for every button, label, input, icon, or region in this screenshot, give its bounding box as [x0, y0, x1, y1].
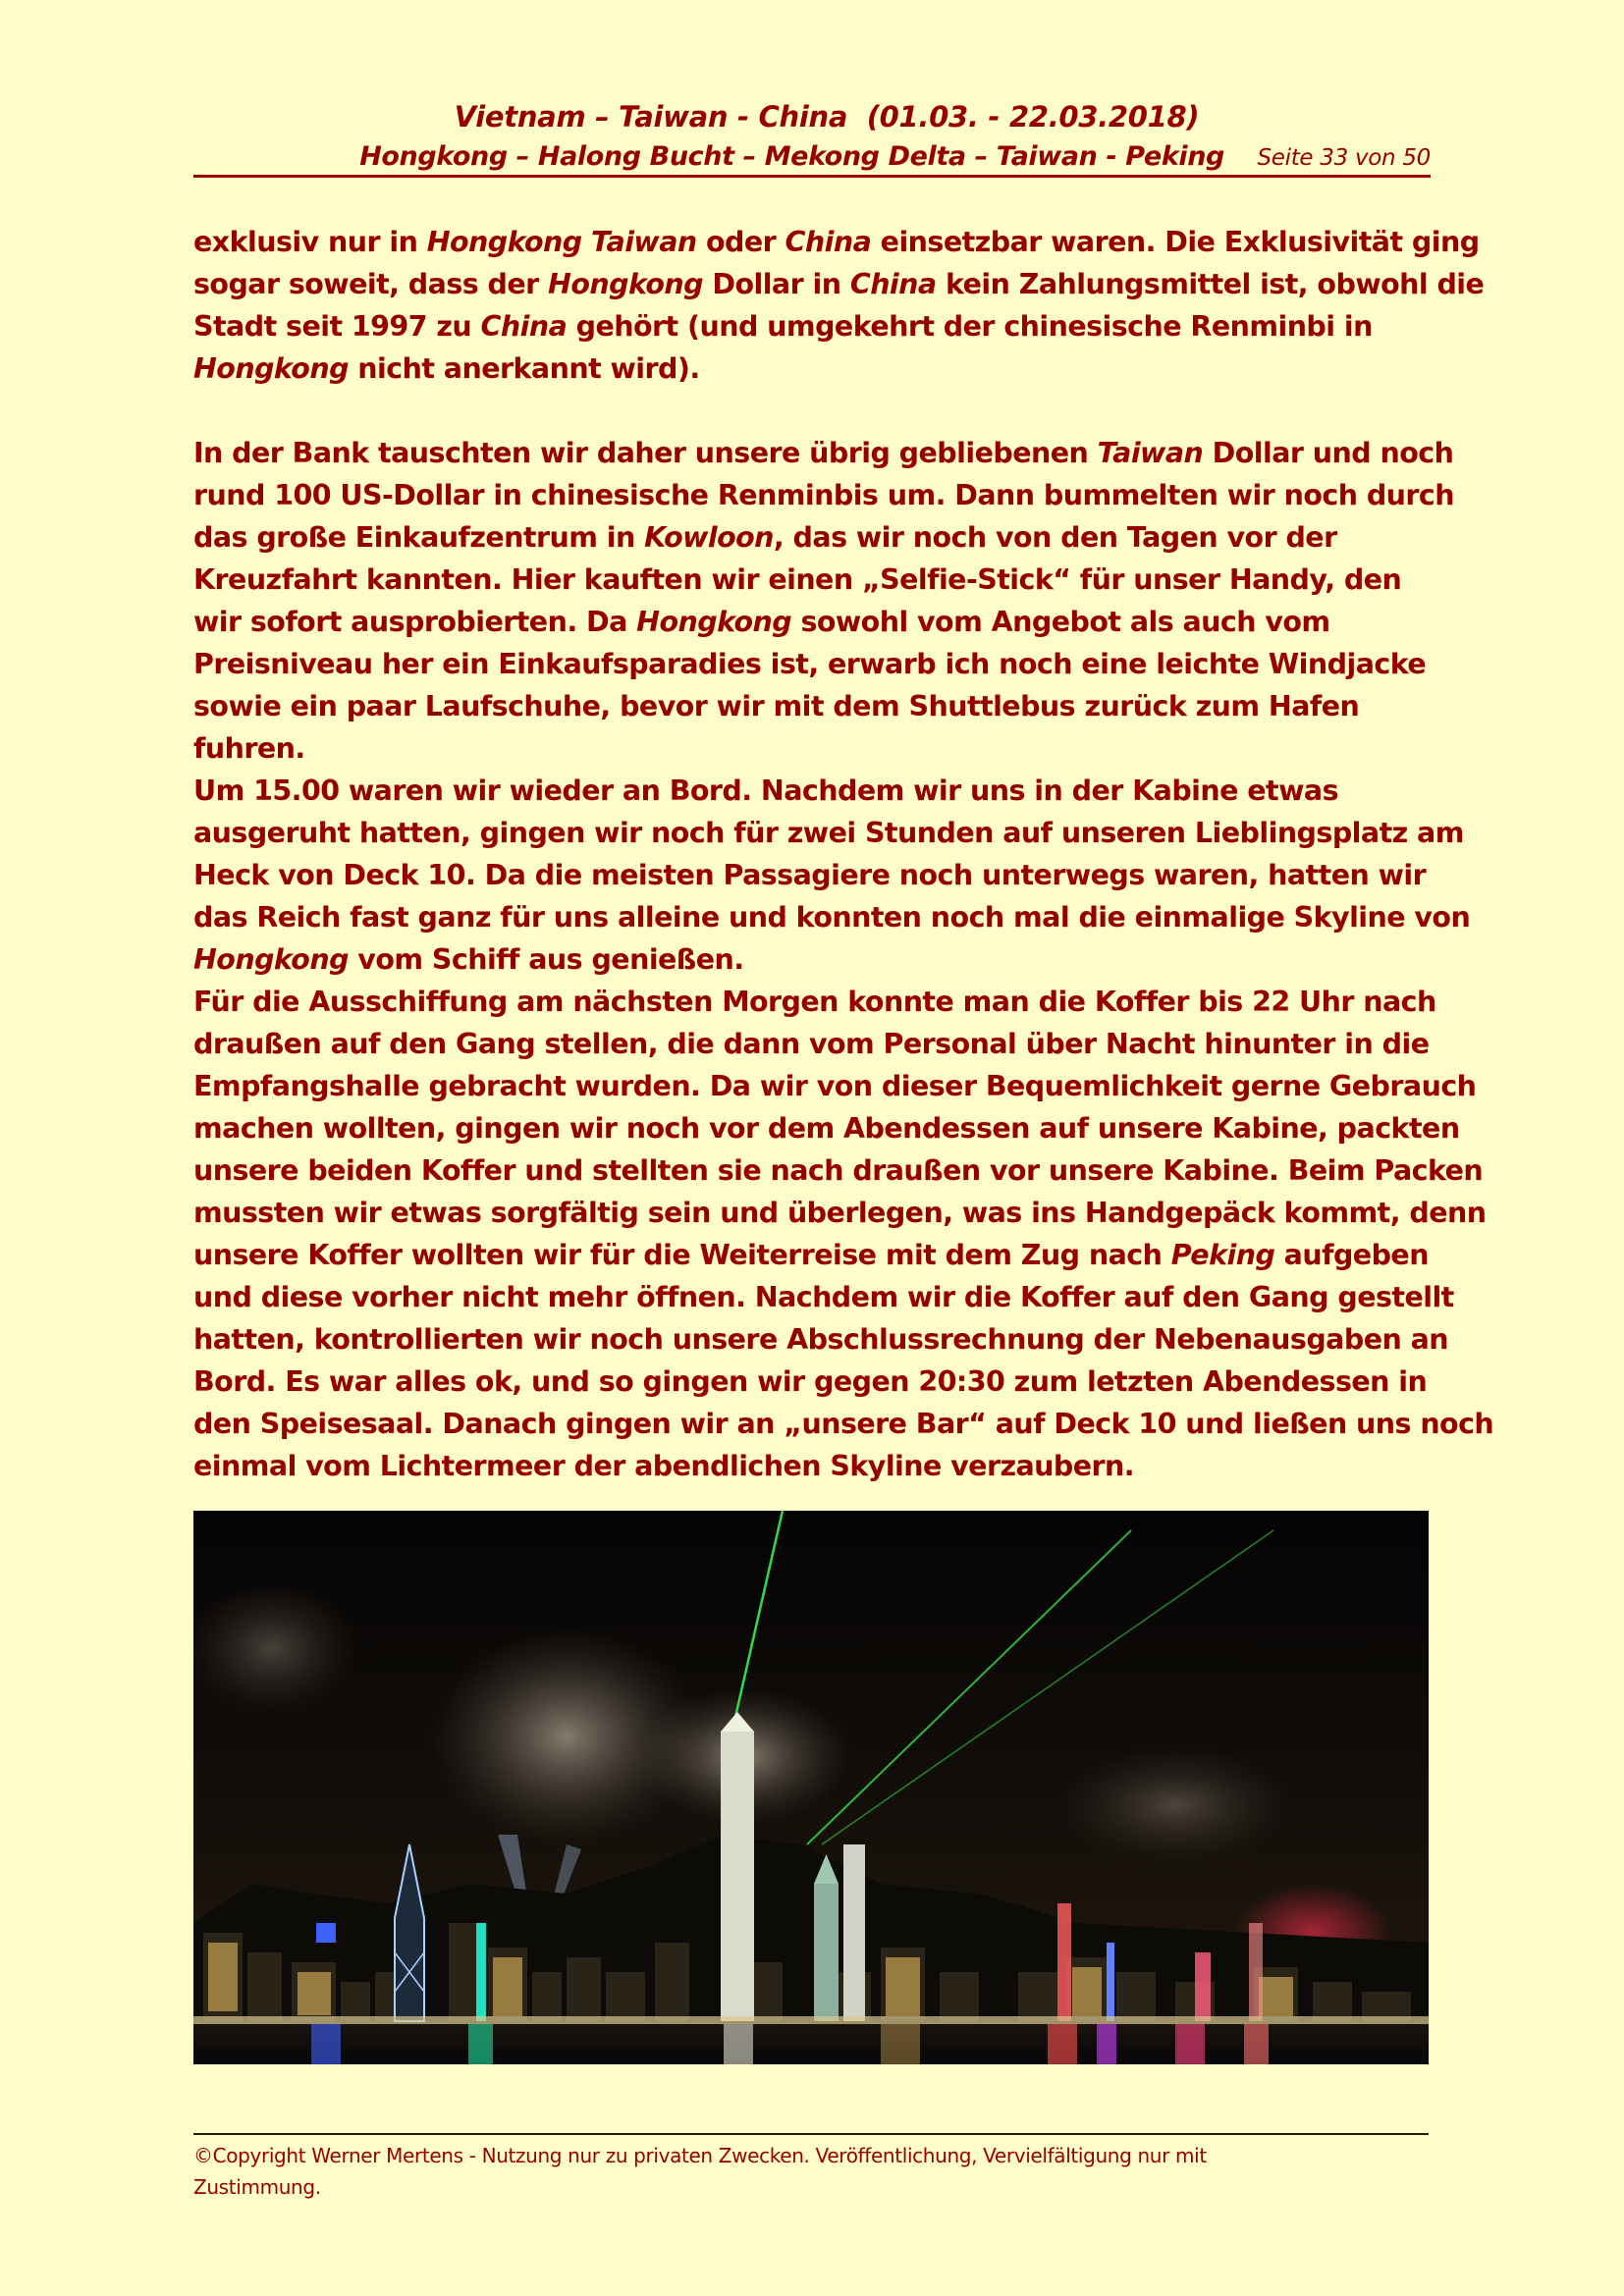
- place-name: China: [849, 268, 937, 300]
- page-header: [193, 98, 1431, 178]
- text-run: gehört (und umgekehrt der chinesische Renminbi in: [567, 310, 1373, 343]
- text-line: [193, 601, 1440, 643]
- page-footer: [193, 2140, 1429, 2203]
- footer-divider: [193, 2133, 1429, 2135]
- text-line: [193, 1149, 1484, 1192]
- body-text: [193, 221, 1494, 1487]
- place-name: Taiwan: [1097, 437, 1204, 469]
- text-line: [193, 854, 1440, 896]
- text-run: unsere beiden Koffer und stellten sie nach draußen vor unsere Kabine. Beim Packen: [193, 1154, 1484, 1187]
- text-run: fuhren.: [193, 732, 305, 765]
- text-run: Stadt seit 1997 zu: [193, 310, 481, 343]
- text-line: [193, 643, 1440, 685]
- text-line: [193, 221, 1480, 263]
- text-run: Für die Ausschiffung am nächsten Morgen konnte man die Koffer bis 22 Uhr nach: [193, 986, 1436, 1018]
- text-line: [193, 474, 1455, 516]
- text-run: In der Bank tauschten wir daher unsere übrig gebliebenen: [193, 437, 1098, 469]
- text-run: Dollar in: [702, 268, 850, 300]
- text-run: Preisniveau her ein Einkaufsparadies ist, erwarb ich noch eine leichte Windjacke: [193, 648, 1427, 680]
- place-name: Peking: [1170, 1239, 1275, 1271]
- text-line: [193, 981, 1440, 1023]
- text-run: das Reich fast ganz für uns alleine und konnten noch mal die einmalige Skyline von: [193, 901, 1471, 934]
- place-name: Hongkong: [193, 943, 349, 976]
- document-title: Vietnam – Taiwan - China (01.03. - 22.03.2018): [454, 100, 1200, 133]
- text-line: [193, 1445, 1440, 1487]
- text-run: mussten wir etwas sorgfältig sein und überlegen, was ins Handgepäck kommt, denn: [193, 1197, 1487, 1229]
- text-line: [193, 263, 1485, 305]
- text-run: ausgeruht hatten, gingen wir noch für zwei Stunden auf unseren Lieblingsplatz am: [193, 817, 1464, 849]
- place-name: Hongkong: [193, 352, 349, 385]
- text-line: [193, 896, 1471, 938]
- header-subtitle-row: [193, 135, 1431, 178]
- copyright-notice: ©Copyright Werner Mertens - Nutzung nur zu privaten Zwecken. Veröffentlichung, Vervielfältigung nur mit: [193, 2144, 1207, 2167]
- text-line: [193, 1023, 1440, 1065]
- text-run: Kreuzfahrt kannten. Hier kauften wir einen „Selfie-Stick“ für unser Handy, den: [193, 563, 1402, 596]
- text-run: den Speisesaal. Danach gingen wir an „unsere Bar“ auf Deck 10 und ließen uns noch: [193, 1408, 1494, 1440]
- text-run: Heck von Deck 10. Da die meisten Passagiere noch unterwegs waren, hatten wir: [193, 859, 1427, 891]
- place-name: Hongkong: [548, 268, 703, 300]
- text-line: [193, 1276, 1454, 1318]
- paragraph: [193, 981, 1494, 1487]
- route-subtitle: Hongkong – Halong Bucht – Mekong Delta – Taiwan - Peking: [359, 141, 1224, 172]
- text-line: [193, 432, 1454, 474]
- hongkong-skyline-photo: [193, 1511, 1429, 2064]
- text-run: sowie ein paar Laufschuhe, bevor wir mit dem Shuttlebus zurück zum Hafen: [193, 690, 1360, 722]
- place-name: Kowloon: [644, 521, 774, 554]
- text-run: nicht anerkannt wird).: [348, 352, 700, 385]
- text-line: [193, 1192, 1487, 1234]
- text-line: [193, 1403, 1494, 1445]
- text-line: [193, 685, 1440, 727]
- text-run: machen wollten, gingen wir noch vor dem Abendessen auf unsere Kabine, packten: [193, 1112, 1460, 1145]
- text-line: [193, 1065, 1477, 1107]
- text-line: [193, 727, 1440, 770]
- text-run: kein Zahlungsmittel ist, obwohl die: [936, 268, 1485, 300]
- text-line: [193, 559, 1440, 601]
- text-run: Empfangshalle gebracht wurden. Da wir von dieser Bequemlichkeit gerne Gebrauch: [193, 1070, 1477, 1102]
- text-line: [193, 1107, 1460, 1149]
- text-line: [193, 1234, 1440, 1276]
- text-run: sowohl vom Angebot als auch vom: [791, 606, 1330, 638]
- paragraph: [193, 770, 1471, 981]
- paragraph: [193, 221, 1485, 390]
- text-run: einmal vom Lichtermeer der abendlichen Skyline verzaubern.: [193, 1450, 1135, 1482]
- text-run: aufgeben: [1274, 1239, 1429, 1271]
- text-run: unsere Koffer wollten wir für die Weiterreise mit dem Zug nach: [193, 1239, 1171, 1271]
- page-number: Seite 33 von 50: [1257, 145, 1431, 171]
- place-name: China: [480, 310, 568, 343]
- place-name: Hongkong: [636, 606, 792, 638]
- text-run: vom Schiff aus genießen.: [348, 943, 744, 976]
- text-line: [193, 812, 1464, 854]
- text-line: [193, 938, 1440, 981]
- place-name: China: [785, 226, 872, 258]
- text-run: Um 15.00 waren wir wieder an Bord. Nachdem wir uns in der Kabine etwas: [193, 774, 1339, 807]
- text-run: wir sofort ausprobierten. Da: [193, 606, 637, 638]
- text-run: und diese vorher nicht mehr öffnen. Nachdem wir die Koffer auf den Gang gestellt: [193, 1281, 1454, 1313]
- text-run: das große Einkaufzentrum in: [193, 521, 645, 554]
- place-name: Hongkong Taiwan: [426, 226, 697, 258]
- text-run: sogar soweit, dass der: [193, 268, 549, 300]
- copyright-notice-continued: Zustimmung.: [193, 2175, 321, 2199]
- text-run: exklusiv nur in: [193, 226, 427, 258]
- text-run: draußen auf den Gang stellen, die dann vom Personal über Nacht hinunter in die: [193, 1028, 1430, 1060]
- paragraph: [193, 432, 1455, 770]
- text-run: Dollar und noch: [1203, 437, 1454, 469]
- text-run: oder: [696, 226, 785, 258]
- text-line: [193, 347, 1440, 390]
- text-run: rund 100 US-Dollar in chinesische Renminbis um. Dann bummelten wir noch durch: [193, 479, 1455, 511]
- text-run: Bord. Es war alles ok, und so gingen wir gegen 20:30 zum letzten Abendessen in: [193, 1365, 1428, 1398]
- text-line: [193, 1361, 1440, 1403]
- text-line: [193, 305, 1440, 347]
- text-run: , das wir noch von den Tagen vor der: [773, 521, 1337, 554]
- text-line: [193, 516, 1440, 559]
- text-line: [193, 770, 1440, 812]
- text-line: [193, 1318, 1449, 1361]
- text-run: hatten, kontrollierten wir noch unsere Abschlussrechnung der Nebenausgaben an: [193, 1323, 1449, 1356]
- text-run: einsetzbar waren. Die Exklusivität ging: [871, 226, 1480, 258]
